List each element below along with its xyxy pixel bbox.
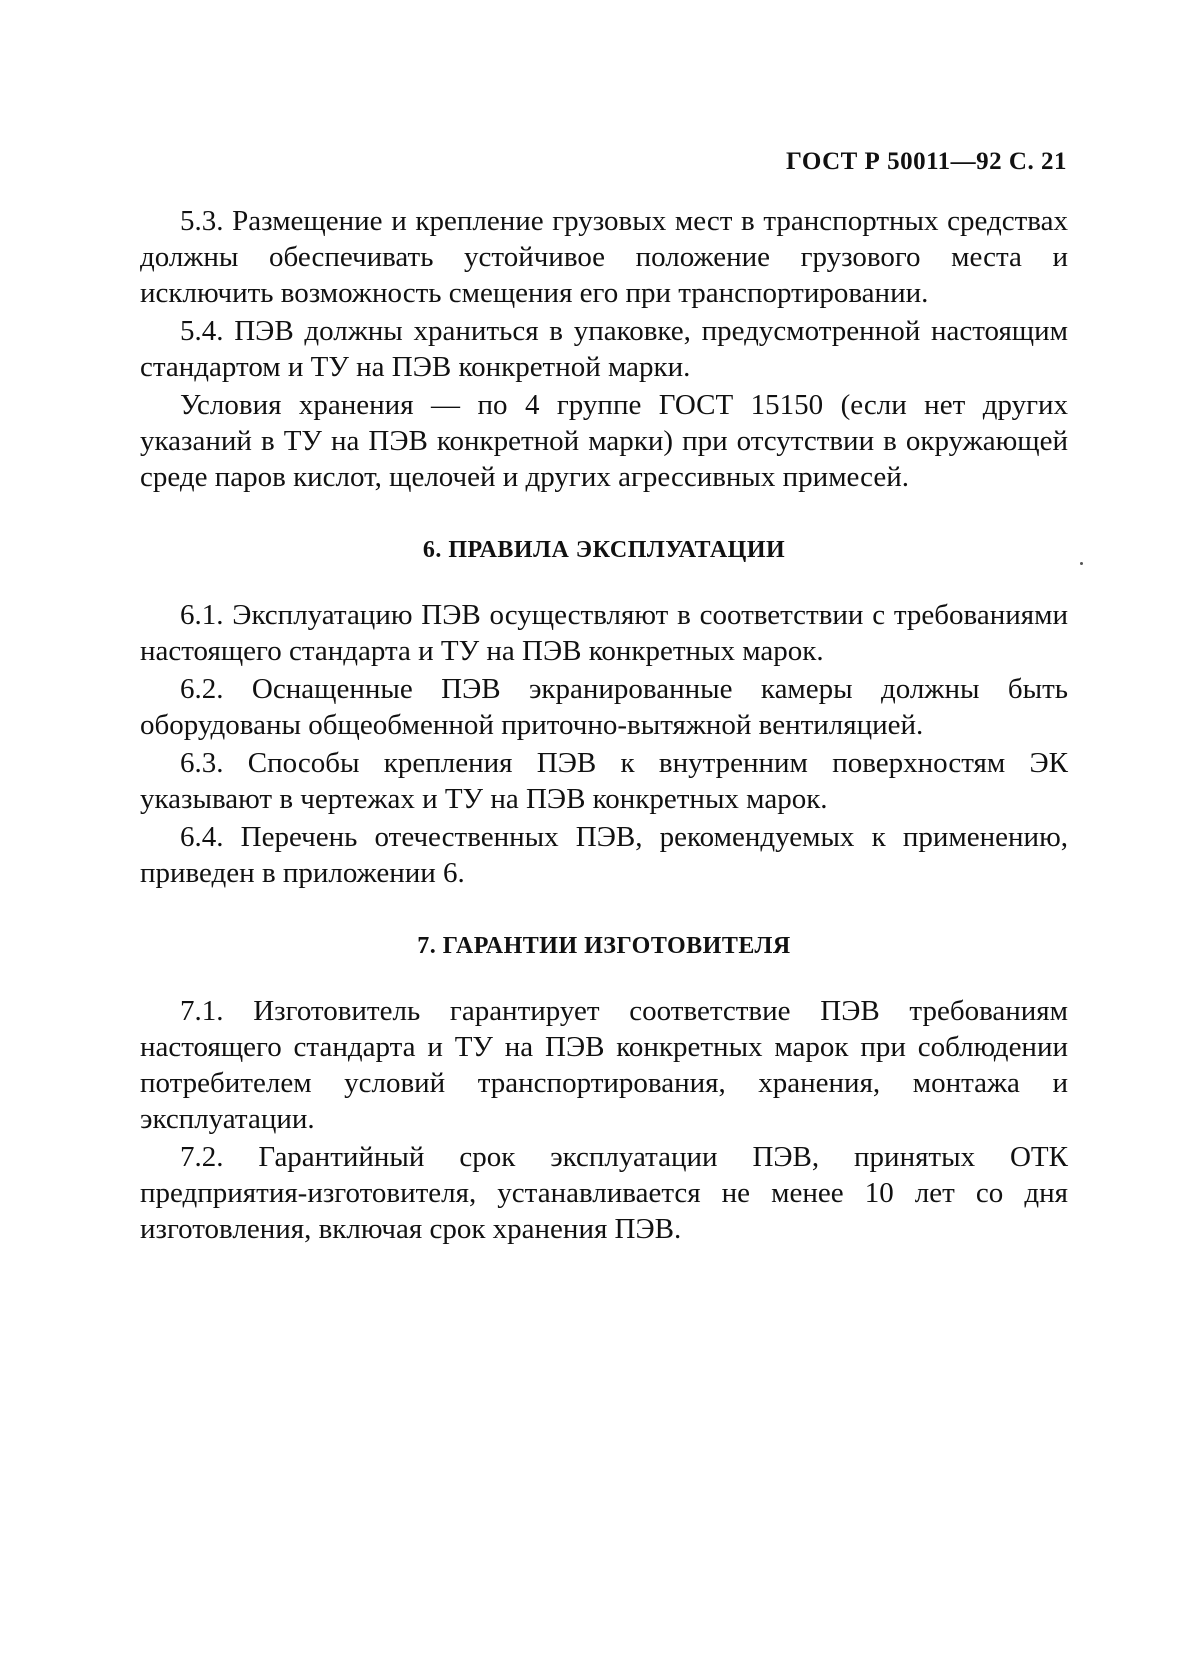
paragraph-6-4: 6.4. Перечень отечественных ПЭВ, рекомендуемых к применению, приведен в приложении 6. [140, 821, 1068, 889]
running-header: ГОСТ Р 50011—92 С. 21 [786, 148, 1067, 175]
section-7-heading: 7. ГАРАНТИИ ИЗГОТОВИТЕЛЯ [417, 933, 791, 959]
paragraph-5-3: 5.3. Размещение и крепление грузовых мест в транспортных средствах должны обеспечивать устойчивое положение грузового места и исключить возможность смещения его при транспортировании. [140, 205, 1068, 309]
paragraph-5-4: 5.4. ПЭВ должны храниться в упаковке, предусмотренной настоящим стандартом и ТУ на ПЭВ конкретной марки. [140, 315, 1068, 383]
paragraph-6-1: 6.1. Эксплуатацию ПЭВ осуществляют в соответствии с требованиями настоящего стандарта и ТУ на ПЭВ конкретных марок. [140, 599, 1068, 667]
scan-speck [1080, 562, 1083, 565]
paragraph-7-1: 7.1. Изготовитель гарантирует соответствие ПЭВ требованиям настоящего стандарта и ТУ на ПЭВ конкретных марок при соблюдении потребителем условий транспортирования, хранения, монтажа и эксплуатации. [140, 995, 1068, 1135]
paragraph-6-2: 6.2. Оснащенные ПЭВ экранированные камеры должны быть оборудованы общеобменной приточно-вытяжной вентиляцией. [140, 673, 1068, 741]
section-6-heading: 6. ПРАВИЛА ЭКСПЛУАТАЦИИ [422, 537, 786, 563]
paragraph-storage-conditions: Условия хранения — по 4 группе ГОСТ 15150 (если нет других указаний в ТУ на ПЭВ конкретной марки) при отсутствии в окружающей среде паров кислот, щелочей и других агрессивных примесей. [140, 389, 1068, 493]
page-body [140, 203, 1068, 1247]
paragraph-7-2: 7.2. Гарантийный срок эксплуатации ПЭВ, принятых ОТК предприятия-изготовителя, устанавливается не менее 10 лет со дня изготовления, включая срок хранения ПЭВ. [140, 1141, 1068, 1245]
paragraph-6-3: 6.3. Способы крепления ПЭВ к внутренним поверхностям ЭК указывают в чертежах и ТУ на ПЭВ конкретных марок. [140, 747, 1068, 815]
